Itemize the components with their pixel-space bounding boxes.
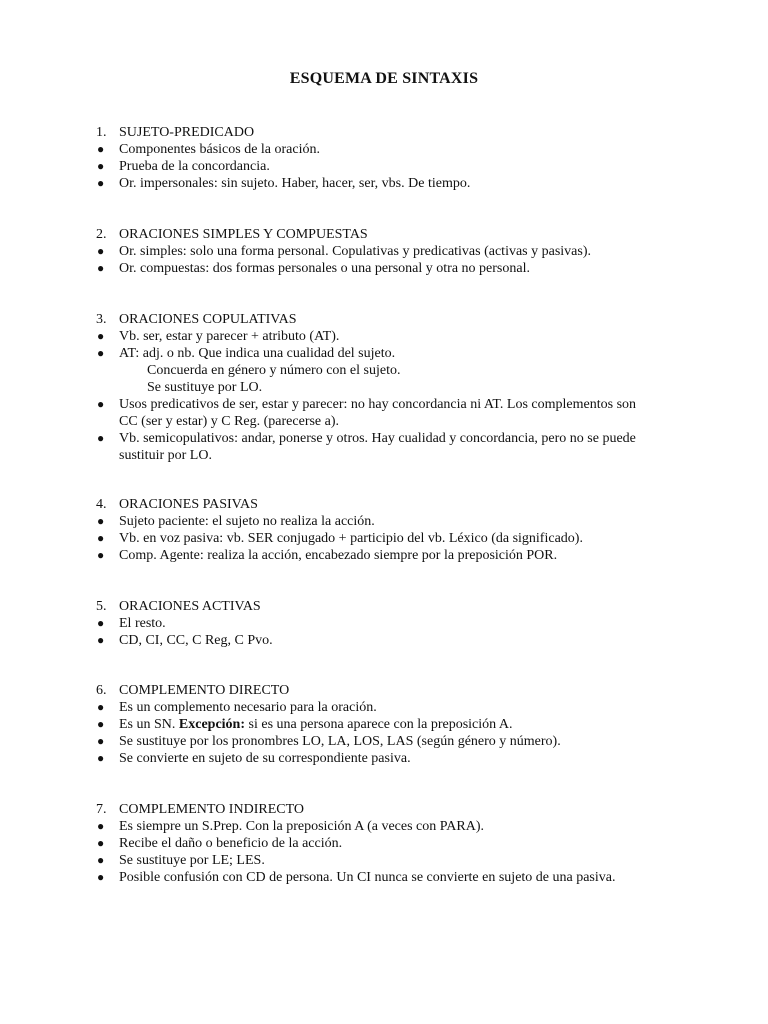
bullet-icon: ● [97,329,105,343]
bullet-icon: ● [97,244,105,258]
bullet-icon: ● [97,633,105,647]
section-heading-line [0,496,768,513]
list-item [0,260,768,277]
bullet-icon: ● [97,836,105,850]
list-item [0,430,768,447]
section-number: 5. [96,599,107,614]
list-item-text: Posible confusión con CD de persona. Un CI nunca se convierte en sujeto de una pasiva. [119,870,616,885]
list-item [0,852,768,869]
list-item-text: Concuerda en género y número con el sujeto. [147,363,401,378]
section-heading-line [0,311,768,328]
bullet-icon: ● [97,531,105,545]
list-item-text: sustituir por LO. [119,448,212,463]
list-item-text: Es un complemento necesario para la oración. [119,700,377,715]
section-heading: ORACIONES PASIVAS [119,497,258,512]
bullet-icon: ● [97,616,105,630]
list-item [0,530,768,547]
list-item [0,632,768,649]
section-number: 2. [96,227,107,242]
bullet-icon: ● [97,717,105,731]
list-item-continuation [0,362,768,379]
list-item [0,699,768,716]
section-heading: COMPLEMENTO DIRECTO [119,683,290,698]
list-item-text: Se sustituye por LE; LES. [119,853,265,868]
list-item [0,158,768,175]
bullet-icon: ● [97,751,105,765]
section-heading-line [0,226,768,243]
list-item-text: Se convierte en sujeto de su correspondiente pasiva. [119,751,411,766]
bullet-icon: ● [97,261,105,275]
bullet-icon: ● [97,397,105,411]
section-number: 1. [96,125,107,140]
section-oraciones-copulativas [0,311,768,464]
page-title: ESQUEMA DE SINTAXIS [289,70,479,87]
section-heading-line [0,801,768,818]
section-heading: ORACIONES ACTIVAS [119,599,261,614]
list-item-text: Vb. semicopulativos: andar, ponerse y otros. Hay cualidad y concordancia, pero no se puede [119,431,636,446]
section-heading-line [0,682,768,699]
list-item [0,716,768,733]
list-item [0,513,768,530]
list-item-text: Usos predicativos de ser, estar y parecer: no hay concordancia ni AT. Los complementos son [119,397,637,412]
section-number: 7. [96,802,107,817]
list-item [0,818,768,835]
section-heading: ORACIONES SIMPLES Y COMPUESTAS [119,227,368,242]
list-item-text: Recibe el daño o beneficio de la acción. [119,836,343,851]
bullet-icon: ● [97,514,105,528]
section-number: 6. [96,683,107,698]
list-item [0,615,768,632]
list-item-continuation [0,413,768,430]
list-item-text: El resto. [119,616,166,631]
list-item-continuation [0,447,768,464]
list-item-text: Or. impersonales: sin sujeto. Haber, hacer, ser, vbs. De tiempo. [119,176,471,191]
list-item-text [119,716,512,733]
list-item-continuation [0,379,768,396]
list-item-text: Es siempre un S.Prep. Con la preposición A (a veces con PARA). [119,819,484,834]
list-item-text: Or. simples: solo una forma personal. Copulativas y predicativas (activas y pasivas). [119,244,592,259]
section-number: 4. [96,497,107,512]
bullet-icon: ● [97,346,105,360]
list-item [0,835,768,852]
list-item [0,547,768,564]
list-item-text: Vb. en voz pasiva: vb. SER conjugado + participio del vb. Léxico (da significado). [119,531,583,546]
list-item-text-before: Es un SN. [119,717,179,732]
bullet-icon: ● [97,870,105,884]
exception-label: Excepción: [178,717,246,732]
list-item-text-after: si es una persona aparece con la preposición A. [245,717,513,732]
section-complemento-indirecto [0,801,768,886]
list-item [0,328,768,345]
bullet-icon: ● [97,819,105,833]
list-item [0,750,768,767]
list-item [0,141,768,158]
list-item [0,396,768,413]
section-heading: COMPLEMENTO INDIRECTO [119,802,304,817]
bullet-icon: ● [97,548,105,562]
section-heading: ORACIONES COPULATIVAS [119,312,297,327]
list-item [0,243,768,260]
bullet-icon: ● [97,853,105,867]
section-oraciones-activas [0,598,768,649]
list-item-text: Se sustituye por los pronombres LO, LA, LOS, LAS (según género y número). [119,734,561,749]
list-item [0,345,768,362]
list-item-text: AT: adj. o nb. Que indica una cualidad del sujeto. [119,346,396,361]
list-item [0,175,768,192]
section-sujeto-predicado [0,124,768,192]
list-item [0,733,768,750]
bullet-icon: ● [97,734,105,748]
list-item-text: CC (ser y estar) y C Reg. (parecerse a). [119,414,340,429]
bullet-icon: ● [97,142,105,156]
section-heading: SUJETO-PREDICADO [119,125,255,140]
bullet-icon: ● [97,159,105,173]
section-oraciones-simples-compuestas [0,226,768,277]
bullet-icon: ● [97,700,105,714]
section-heading-line [0,598,768,615]
list-item-text: Se sustituye por LO. [147,380,263,395]
list-item-text: Sujeto paciente: el sujeto no realiza la acción. [119,514,375,529]
list-item-text: Comp. Agente: realiza la acción, encabezado siempre por la preposición POR. [119,548,558,563]
list-item [0,869,768,886]
list-item-text: CD, CI, CC, C Reg, C Pvo. [119,633,273,648]
list-item-text: Vb. ser, estar y parecer + atributo (AT). [119,329,340,344]
section-number: 3. [96,312,107,327]
list-item-text: Or. compuestas: dos formas personales o una personal y otra no personal. [119,261,530,276]
list-item-text: Prueba de la concordancia. [119,159,270,174]
section-complemento-directo [0,682,768,767]
bullet-icon: ● [97,176,105,190]
list-item-text: Componentes básicos de la oración. [119,142,321,157]
bullet-icon: ● [97,431,105,445]
section-heading-line [0,124,768,141]
section-oraciones-pasivas [0,496,768,564]
